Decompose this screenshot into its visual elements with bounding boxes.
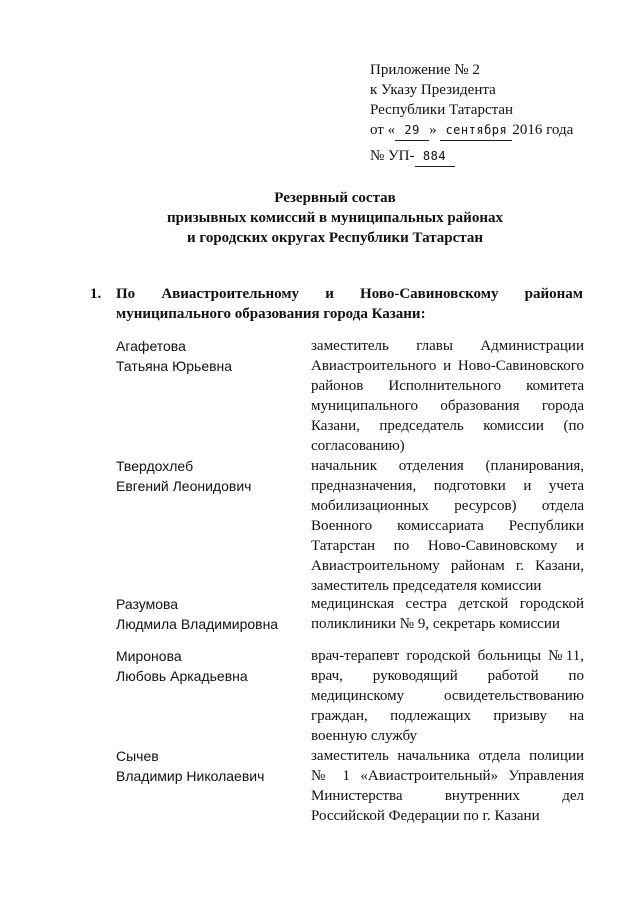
member-role: заместитель начальника отдела полиции № 1 «Авиастроительный» Управления Министерства внутренних дел Российской Федерации по г. Казани [311,748,584,824]
member-role: заместитель главы Администрации Авиастроительного и Ново-Савиновского районов Исполнительного комитета муниципального образования города Казани, председатель комиссии (по согласованию) [311,338,584,454]
appendix-number: Приложение № 2 [370,62,480,78]
member-surname: Миронова [116,648,182,664]
date-day: 29 [395,120,429,141]
number-prefix: № УП- [370,148,415,164]
number-value: 884 [415,146,455,167]
decree-date [370,120,610,141]
date-suffix: 2016 года [512,122,574,138]
date-mid: » [429,122,437,138]
member-name [116,594,301,634]
member-given-name: Евгений Леонидович [116,478,252,494]
date-month: сентября [440,120,512,141]
member-given-name: Любовь Аркадьевна [116,668,248,684]
member-name [116,646,301,686]
section-line-1: По Авиастроительному и Ново-Савиновскому районам [116,286,583,302]
member-surname: Сычев [116,748,159,764]
member-given-name: Татьяна Юрьевна [116,358,233,374]
member-name [116,746,301,786]
member-role: медицинская сестра детской городской поликлиники № 9, секретарь комиссии [311,596,584,632]
member-name [116,336,301,376]
republic-name: Республики Татарстан [370,102,514,118]
section-heading [90,284,583,324]
member-name [116,456,301,496]
member-role: начальник отделения (планирования, предназначения, подготовки и учета мобилизационных ресурсов) отдела Военного комиссариата Республики Татарстан по Ново-Савиновскому и Авиастроительному районам г. Казани, заместитель председателя комиссии [311,458,584,594]
member-role: врач-терапевт городской больницы №11, врач, руководящий работой по медицинскому освидетельствованию граждан, подлежащих призыву на военную службу [311,648,584,744]
member-surname: Твердохлеб [116,458,194,474]
date-prefix: от « [370,122,396,138]
section-number: 1. [90,286,102,302]
decree-reference: к Указу Президента [370,82,496,98]
title-line-1: Резервный состав [274,190,396,206]
title-line-2: призывных комиссий в муниципальных районах [167,210,503,226]
section-line-2: муниципального образования города Казани: [116,306,426,322]
member-given-name: Владимир Николаевич [116,768,265,784]
member-given-name: Людмила Владимировна [116,616,279,632]
member-surname: Агафетова [116,338,186,354]
decree-number [370,146,610,167]
appendix-header [370,60,610,120]
document-title [90,188,580,248]
title-line-3: и городских округах Республики Татарстан [187,230,483,246]
member-surname: Разумова [116,596,179,612]
